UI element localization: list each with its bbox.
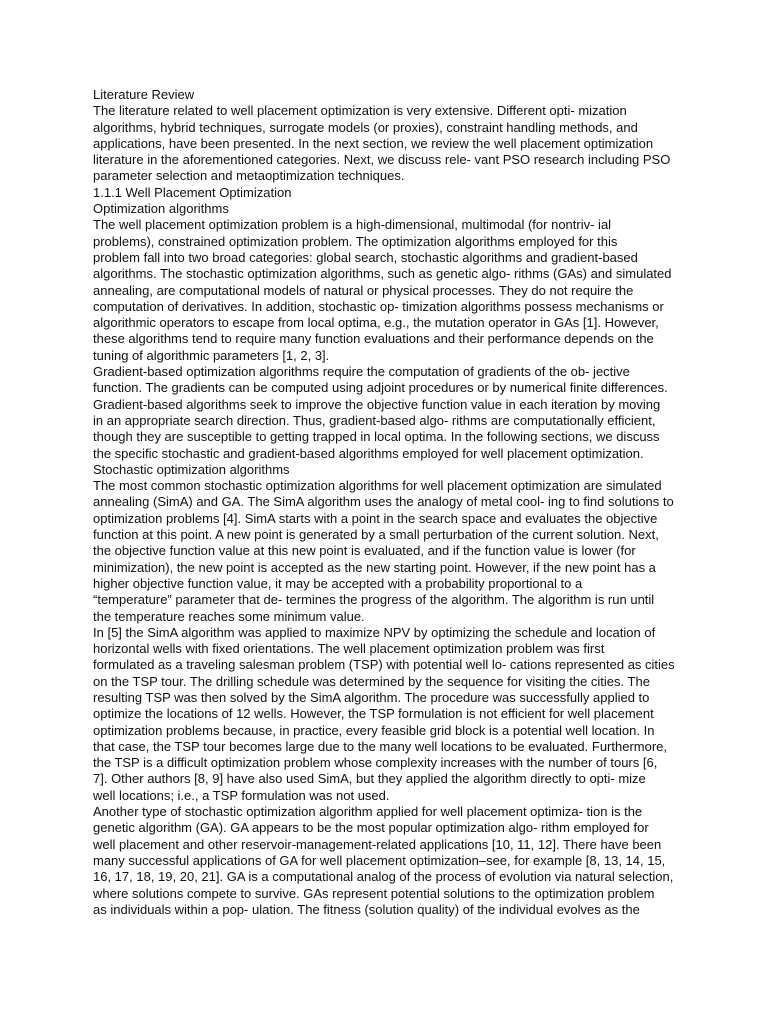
text-line: algorithms, hybrid techniques, surrogate models (or proxies), constraint handling methods, and [93,119,638,135]
text-line: The well placement optimization problem is a high-dimensional, multimodal (for nontriv- ial [93,217,612,233]
subsubsection-heading: Optimization algorithms [93,201,229,217]
text-line: well locations; i.e., a TSP formulation was not used. [93,787,390,803]
text-line: tuning of algorithmic parameters [1, 2, 3]. [93,347,330,363]
text-line: problem fall into two broad categories: global search, stochastic algorithms and gradient-based [93,249,638,265]
text-line: as individuals within a pop- ulation. The fitness (solution quality) of the individual evolves as the [93,901,640,917]
text-line: problems), constrained optimization problem. The optimization algorithms employed for this [93,233,618,249]
text-line: though they are susceptible to getting trapped in local optima. In the following sections, we discuss [93,429,660,445]
text-line: computation of derivatives. In addition, stochastic op- timization algorithms possess mechanisms or [93,298,664,314]
text-line: that case, the TSP tour becomes large due to the many well locations to be evaluated. Furthermore, [93,738,668,754]
text-line: The most common stochastic optimization algorithms for well placement optimization are simulated [93,478,662,494]
text-line: annealing, are computational models of natural or physical processes. They do not require the [93,282,634,298]
text-line: the objective function value at this new point is evaluated, and if the function value is lower (for [93,543,636,559]
text-line: optimization problems [4]. SimA starts with a point in the search space and evaluates the objective [93,510,658,526]
text-line: parameter selection and metaoptimization techniques. [93,168,405,184]
text-line: higher objective function value, it may be accepted with a probability proportional to a [93,575,583,591]
text-line: In [5] the SimA algorithm was applied to maximize NPV by optimizing the schedule and location of [93,624,656,640]
text-line: optimization problems because, in practice, every feasible grid block is a potential well location. In [93,722,655,738]
text-line: algorithms. The stochastic optimization algorithms, such as genetic algo- rithms (GAs) and simulated [93,266,672,282]
text-line: on the TSP tour. The drilling schedule was determined by the sequence for visiting the cities. The [93,673,650,689]
text-line: where solutions compete to survive. GAs represent potential solutions to the optimization problem [93,885,655,901]
text-line: the specific stochastic and gradient-based algorithms employed for well placement optimization. [93,445,644,461]
text-line: Gradient-based algorithms seek to improve the objective function value in each iteration by moving [93,396,661,412]
text-line: “temperature” parameter that de- termines the progress of the algorithm. The algorithm is run until [93,592,655,608]
text-line: the TSP is a difficult optimization problem whose complexity increases with the number of tours [6, [93,755,658,771]
text-line: in an appropriate search direction. Thus, gradient-based algo- rithms are computationally efficient, [93,412,656,428]
text-line: applications, have been presented. In the next section, we review the well placement optimization [93,135,654,151]
text-line: formulated as a traveling salesman problem (TSP) with potential well lo- cations represented as cities [93,657,675,673]
text-line: well placement and other reservoir-management-related applications [10, 11, 12]. There have been [93,836,662,852]
text-line: resulting TSP was then solved by the SimA algorithm. The procedure was successfully applied to [93,689,650,705]
text-line: minimization), the new point is accepted as the new starting point. However, if the new point has a [93,559,656,575]
text-line: many successful applications of GA for well placement optimization–see, for example [8, 13, 14, 15, [93,852,666,868]
text-line: function. The gradients can be computed using adjoint procedures or by numerical finite differences. [93,380,668,396]
subsection-heading: 1.1.1 Well Placement Optimization [93,184,292,200]
text-line: optimize the locations of 12 wells. However, the TSP formulation is not efficient for well placement [93,706,654,722]
text-line: genetic algorithm (GA). GA appears to be the most popular optimization algo- rithm employed for [93,820,649,836]
text-line: function at this point. A new point is generated by a small perturbation of the current solution. Next, [93,527,659,543]
text-line: 7]. Other authors [8, 9] have also used SimA, but they applied the algorithm directly to opti- mize [93,771,646,787]
text-line: horizontal wells with fixed orientations. The well placement optimization problem was first [93,641,605,657]
text-line: annealing (SimA) and GA. The SimA algorithm uses the analogy of metal cool- ing to find solutions to [93,494,674,510]
text-line: Another type of stochastic optimization algorithm applied for well placement optimiza- tion is the [93,804,643,820]
section-heading: Literature Review [93,87,195,102]
text-line: 16, 17, 18, 19, 20, 21]. GA is a computational analog of the process of evolution via natural selection, [93,869,674,885]
subsubsection-heading: Stochastic optimization algorithms [93,461,290,477]
text-line: these algorithms tend to require many function evaluations and their performance depends on the [93,331,654,347]
text-line: literature in the aforementioned categories. Next, we discuss rele- vant PSO research including PSO [93,152,671,168]
text-line: Gradient-based optimization algorithms require the computation of gradients of the ob- jective [93,364,630,380]
document-body [93,87,678,918]
text-line: the temperature reaches some minimum value. [93,608,365,624]
text-line: The literature related to well placement optimization is very extensive. Different opti- mization [93,103,627,119]
text-line: algorithmic operators to escape from local optima, e.g., the mutation operator in GAs [1]. However, [93,315,659,331]
